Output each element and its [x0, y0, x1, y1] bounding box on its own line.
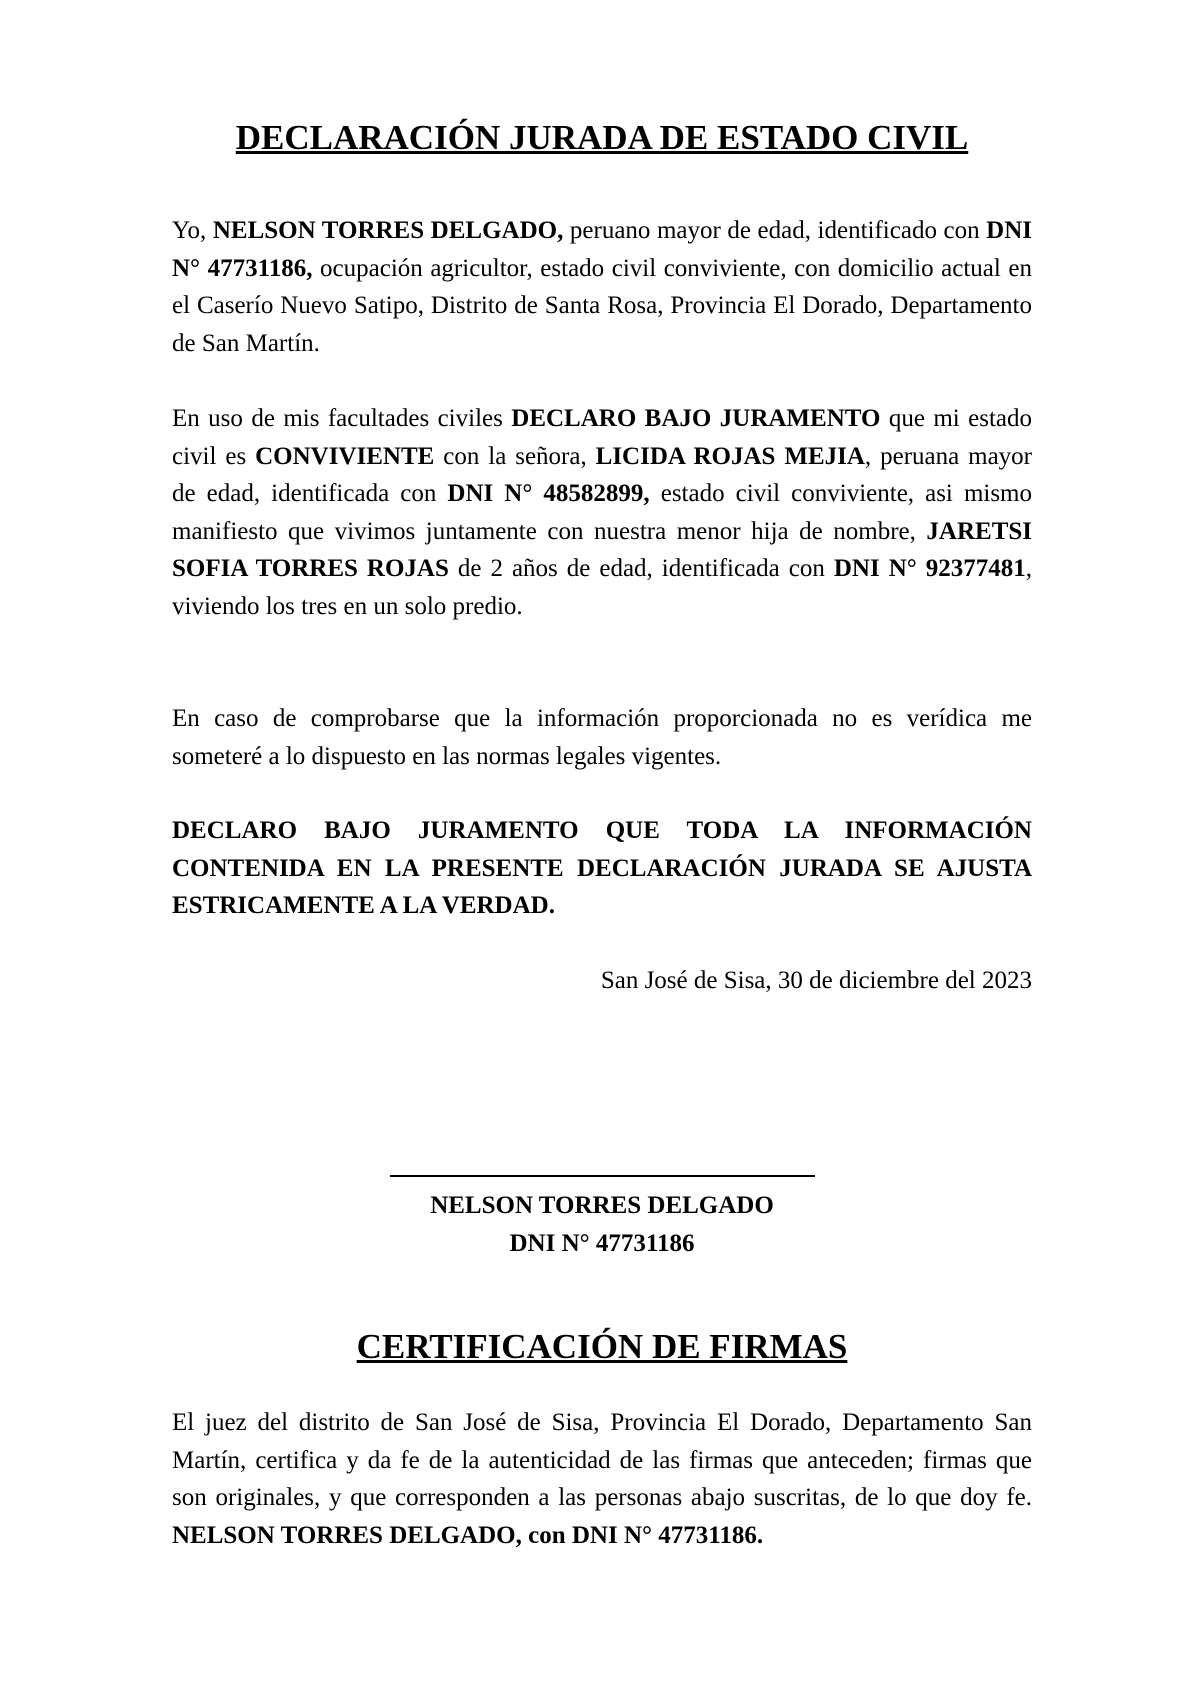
- partner-dni: DNI N° 48582899,: [447, 480, 650, 507]
- signature-line: [390, 1175, 815, 1177]
- p2-text-7: , viviendo los tres en un solo predio.: [172, 555, 1032, 620]
- partner-name: LICIDA ROJAS MEJIA: [595, 442, 865, 470]
- declaration-paragraph-consequences: En caso de comprobarse que la información proporcionada no es verídica me someteré a lo dispuesto en las normas legales vigentes.: [172, 705, 1032, 770]
- certification-title: CERTIFICACIÓN DE FIRMAS: [356, 1327, 848, 1366]
- p2-text-2: que mi estado civil es: [172, 405, 1033, 470]
- declaration-title: DECLARACIÓN JURADA DE ESTADO CIVIL: [235, 118, 969, 157]
- cert-text-1: El juez del distrito de San José de Sisa, Provincia El Dorado, Departamento San Martín, certifica y da fe de la autenticidad de las firmas que anteceden; firmas que son originales, y que corresponden a las personas abajo suscritas, de lo que doy fe.: [172, 1409, 1032, 1511]
- signature-dni: DNI N° 47731186: [509, 1230, 695, 1257]
- civil-status: CONVIVIENTE: [255, 442, 435, 470]
- p2-text-1: En uso de mis facultades civiles: [172, 405, 512, 432]
- declarant-dni: DNI N° 47731186,: [172, 217, 1032, 282]
- cert-bold-1: NELSON TORRES DELGADO, con DNI N° 47731186.: [172, 1521, 764, 1549]
- p2-text-6: de 2 años de edad, identificada con: [448, 555, 834, 582]
- p1-text-1: Yo,: [172, 217, 213, 244]
- p1-text-2: peruano mayor de edad, identificado con: [563, 217, 987, 244]
- signature-name: NELSON TORRES DELGADO: [430, 1192, 774, 1219]
- certification-paragraph: [172, 1404, 1032, 1554]
- declarant-name: NELSON TORRES DELGADO,: [212, 217, 564, 244]
- child-dni: DNI N° 92377481: [833, 555, 1026, 582]
- p2-text-3: con la señora,: [434, 442, 596, 470]
- declaration-paragraph-status: [172, 400, 1032, 625]
- p2-bold-1: DECLARO BAJO JURAMENTO: [511, 405, 881, 432]
- child-name: JARETSI SOFIA TORRES ROJAS: [172, 517, 1032, 582]
- declaration-paragraph-oath: DECLARO BAJO JURAMENTO QUE TODA LA INFORMACIÓN CONTENIDA EN LA PRESENTE DECLARACIÓN JURADA SE AJUSTA ESTRICAMENTE A LA VERDAD.: [172, 817, 1032, 919]
- declaration-paragraph-identity: [172, 212, 1032, 362]
- declaration-date: San José de Sisa, 30 de diciembre del 2023: [600, 967, 1032, 994]
- p2-text-5: estado civil conviviente, asi mismo manifiesto que vivimos juntamente con nuestra menor hija de nombre,: [172, 480, 1033, 545]
- p1-text-3: ocupación agricultor, estado civil conviviente, con domicilio actual en el Caserío Nuevo Satipo, Distrito de Santa Rosa, Provincia El Dorado, Departamento de San Martín.: [172, 254, 1032, 357]
- p2-text-4: , peruana mayor de edad, identificada con: [172, 442, 1032, 507]
